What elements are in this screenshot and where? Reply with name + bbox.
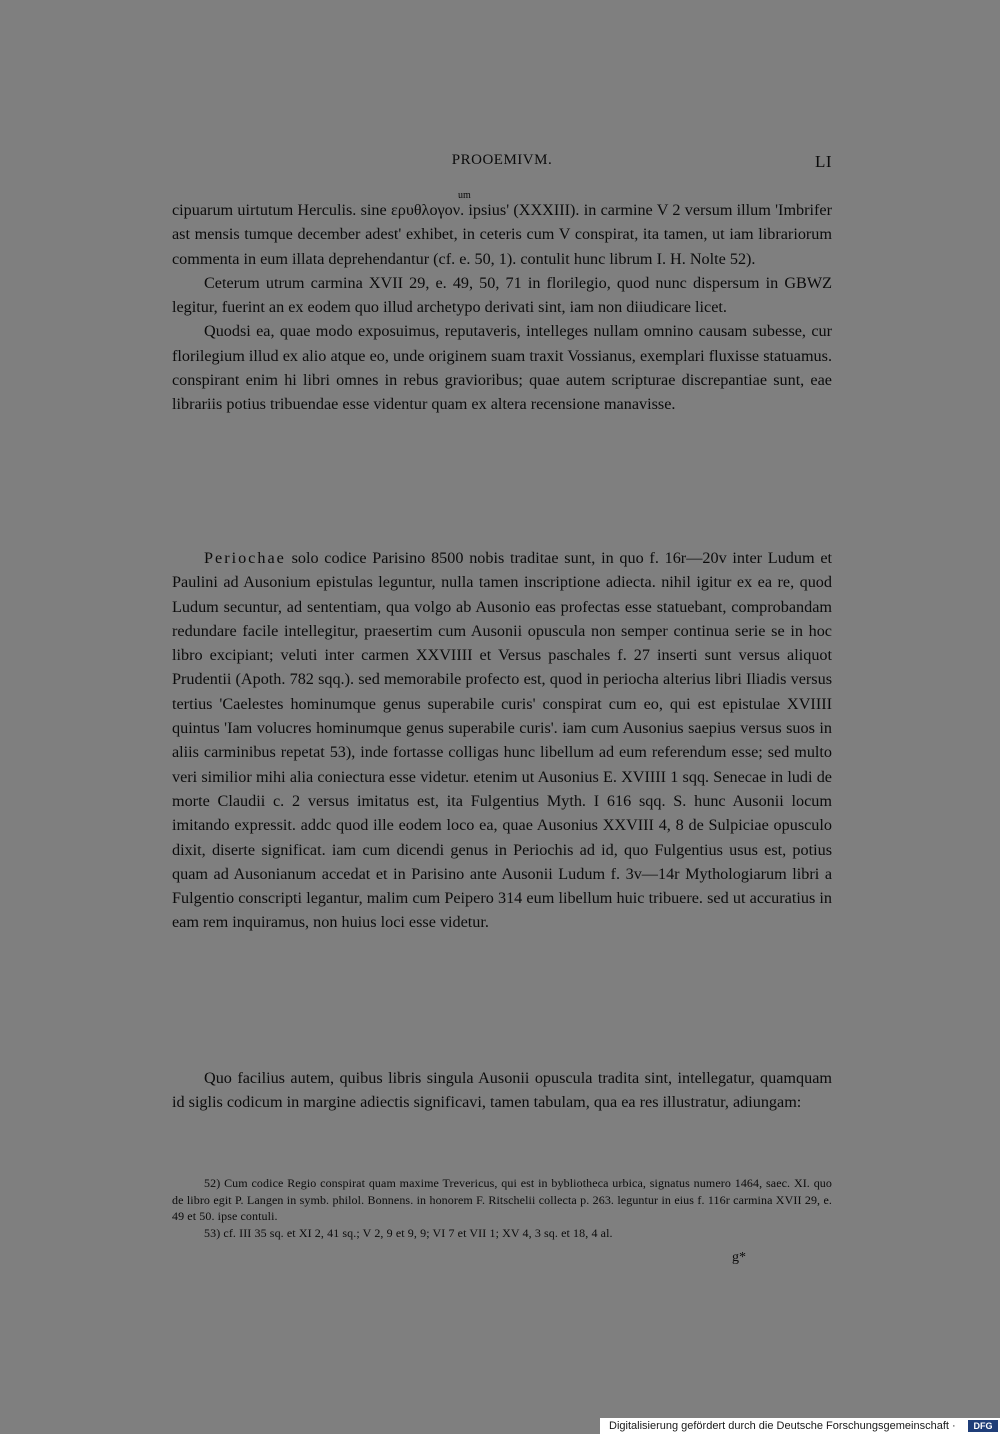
dfg-credit-text: Digitalisierung gefördert durch die Deutsche Forschungsgemeinschaft · <box>609 1420 956 1432</box>
paragraph <box>172 546 832 935</box>
dfg-footer-bar <box>600 1418 1000 1434</box>
paragraph: cipuarum uirtutum Herculis. sine ερυθλογον. ipsius' (XXXIII). in carmine V 2 versum illum 'Imbrifer ast mensis tumque december adest' exhibet, in ceteris cum V conspirat, ita tamen, ut iam librariorum commenta in eum illata deprehendantur (cf. e. 50, 1). contulit hunc librum I. H. Nolte 52). <box>172 201 832 268</box>
page-number: LI <box>814 152 832 171</box>
running-title: PROOEMIVM. <box>451 152 553 168</box>
dfg-logo-icon: DFG <box>968 1420 998 1432</box>
paragraph: Ceterum utrum carmina XVII 29, e. 49, 50, 71 in florilegio, quod nunc dispersum in GBWZ legitur, fuerint an ex eodem quo illud archetypo derivati sint, iam non diiudicare licet. <box>172 273 832 317</box>
footnotes <box>172 1175 832 1241</box>
footnote: 53) cf. III 35 sq. et XI 2, 41 sq.; V 2, 9 et 9, 9; VI 7 et VII 1; XV 4, 3 sq. et 18, 4 al. <box>204 1225 613 1240</box>
text-block-continuation <box>172 198 832 417</box>
paragraph: Quodsi ea, quae modo exposuimus, reputaveris, intelleges nullam omnino causam subesse, cur florilegium illud ex alio atque eo, unde originem suam traxit Vossianus, exemplari fluxisse statuamus. conspirant enim hi libri omnes in rebus gravioribus; quae autem scripturae discrepantiae sunt, eae librariis potius tribuendae esse videntur quam ex altera recensione manavisse. <box>172 322 832 414</box>
text-block-table-intro <box>172 1066 832 1115</box>
text-block-periochae <box>172 546 832 935</box>
lead-word: Periochae <box>204 549 286 567</box>
footnote: 52) Cum codice Regio conspirat quam maxime Trevericus, qui est in bybliotheca urbica, signatus numero 1464, saec. XI. quo de libro egit P. Langen in symb. philol. Bonnens. in honorem F. Ritschelii collecta p. 263. leguntur in eius f. 116r carmina XVII 29, e. 49 et 50. ipse contuli. <box>172 1176 832 1223</box>
paragraph-body: solo codice Parisino 8500 nobis traditae sunt, in quo f. 16r—20v inter Ludum et Paulini ad Ausonium epistulas leguntur, nulla tamen inscriptione adiecta. nihil igitur ex ea re, quod Ludum secuntur, ad sententiam, qua volgo ab Ausonio eas profectas esse statuebant, comprobandam redundare facile intellegitur, praesertim cum Ausonii opuscula non semper continua serie se in hoc libro excipiant; veluti inter carmen XXVIIII et Versus paschales f. 27 inserti sunt versus aliquot Prudentii (Apoth. 782 sqq.). sed memorabile profecto est, quod in periocha alterius libri Iliadis versus tertius 'Caelestes hominumque genus superabile curis' conspirat cum eo, qui est epistulae XVIIII quintus 'Iam volucres hominumque genus superabile curis'. iam cum Ausonius saepius versus suos in aliis carminibus repetat 53), inde fortasse colligas hunc libellum ad eum referendum esse; sed multo veri similior mihi alia coniectura esse videtur. etenim ut Ausonius E. XVIIII 1 sqq. Senecae in ludi de morte Claudii c. 2 versus imitatus est, ita Fulgentius Myth. I 616 sqq. S. hunc Ausonii locum imitando expressit. addc quod ille eodem loco ea, quae Ausonius XXVIII 4, 8 de Sulpiciae opusculo dixit, diserte significat. iam cum dicendi genus in Periochis ad id, quo Fulgentius usus est, potius quam ad Ausonianum accedat et in Parisino ante Ausonii Ludum f. 3v—14r Mythologiarum libri a Fulgentio conscripti legantur, malim cum Peipero 314 eum libellum huic tribuere. sed ut accuratius in eam rem inquiramus, non huius loci esse videtur. <box>172 549 832 932</box>
superscript-correction: um <box>458 190 471 201</box>
paragraph: Quo facilius autem, quibus libris singula Ausonii opuscula tradita sint, intellegatur, quamquam id siglis codicum in margine adiectis significavi, tamen tabulam, qua ea res illustratur, adiungam: <box>172 1069 832 1112</box>
running-head <box>172 152 832 174</box>
signature-mark: g* <box>732 1250 746 1265</box>
